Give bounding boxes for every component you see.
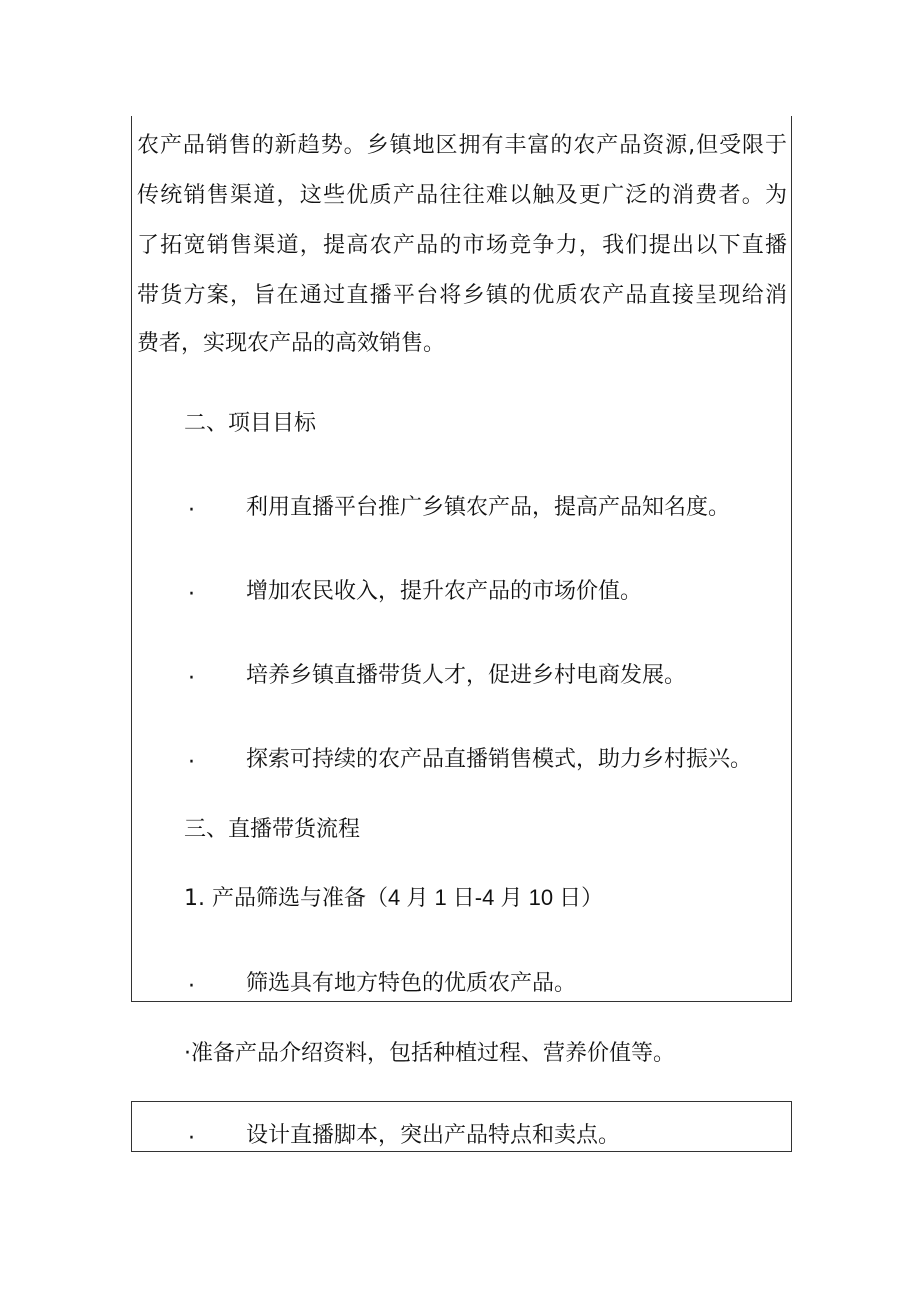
section-heading-process: 三、直播带货流程 — [184, 817, 361, 842]
step-1-item-1: 筛选具有地方特色的优质农产品。 — [246, 971, 577, 996]
goal-item-2: 增加农民收入，提升农产品的市场价值。 — [246, 579, 643, 604]
bullet-icon: · — [188, 582, 195, 607]
section-heading-goals: 二、项目目标 — [184, 411, 317, 436]
goal-item-3: 培养乡镇直播带货人才，促进乡村电商发展。 — [246, 663, 687, 688]
step-1-item-2-text: 准备产品介绍资料，包括种植过程、营养价值等。 — [191, 1041, 676, 1066]
step-1-prefix: 1. 产品筛选与准备（ — [184, 886, 388, 911]
intro-line-5: 费者，实现农产品的高效销售。 — [137, 331, 446, 356]
step-1-suffix: ） — [581, 886, 604, 911]
bullet-icon: · — [188, 1126, 195, 1151]
step-1-item-2 — [184, 1040, 675, 1068]
step-1-item-3: 设计直播脚本，突出产品特点和卖点。 — [246, 1123, 621, 1148]
intro-line-3: 了拓宽销售渠道，提高农产品的市场竞争力，我们提出以下直播 — [137, 233, 787, 258]
bullet-icon: · — [188, 750, 195, 775]
step-1-heading — [184, 884, 603, 913]
bullet-icon: · — [188, 666, 195, 691]
intro-line-4: 带货方案，旨在通过直播平台将乡镇的优质农产品直接呈现给消 — [137, 283, 787, 308]
goal-item-4: 探索可持续的农产品直播销售模式，助力乡村振兴。 — [246, 747, 753, 772]
step-1-dates: 4 月 1 日-4 月 10 日 — [387, 885, 582, 910]
bullet-icon: · — [188, 498, 195, 523]
bullet-icon: · — [184, 1041, 191, 1066]
bullet-icon: · — [188, 974, 195, 999]
intro-line-2: 传统销售渠道，这些优质产品往往难以触及更广泛的消费者。为 — [137, 183, 787, 208]
goal-item-1: 利用直播平台推广乡镇农产品，提高产品知名度。 — [246, 495, 731, 520]
intro-line-1: 农产品销售的新趋势。乡镇地区拥有丰富的农产品资源,但受限于 — [137, 133, 787, 158]
